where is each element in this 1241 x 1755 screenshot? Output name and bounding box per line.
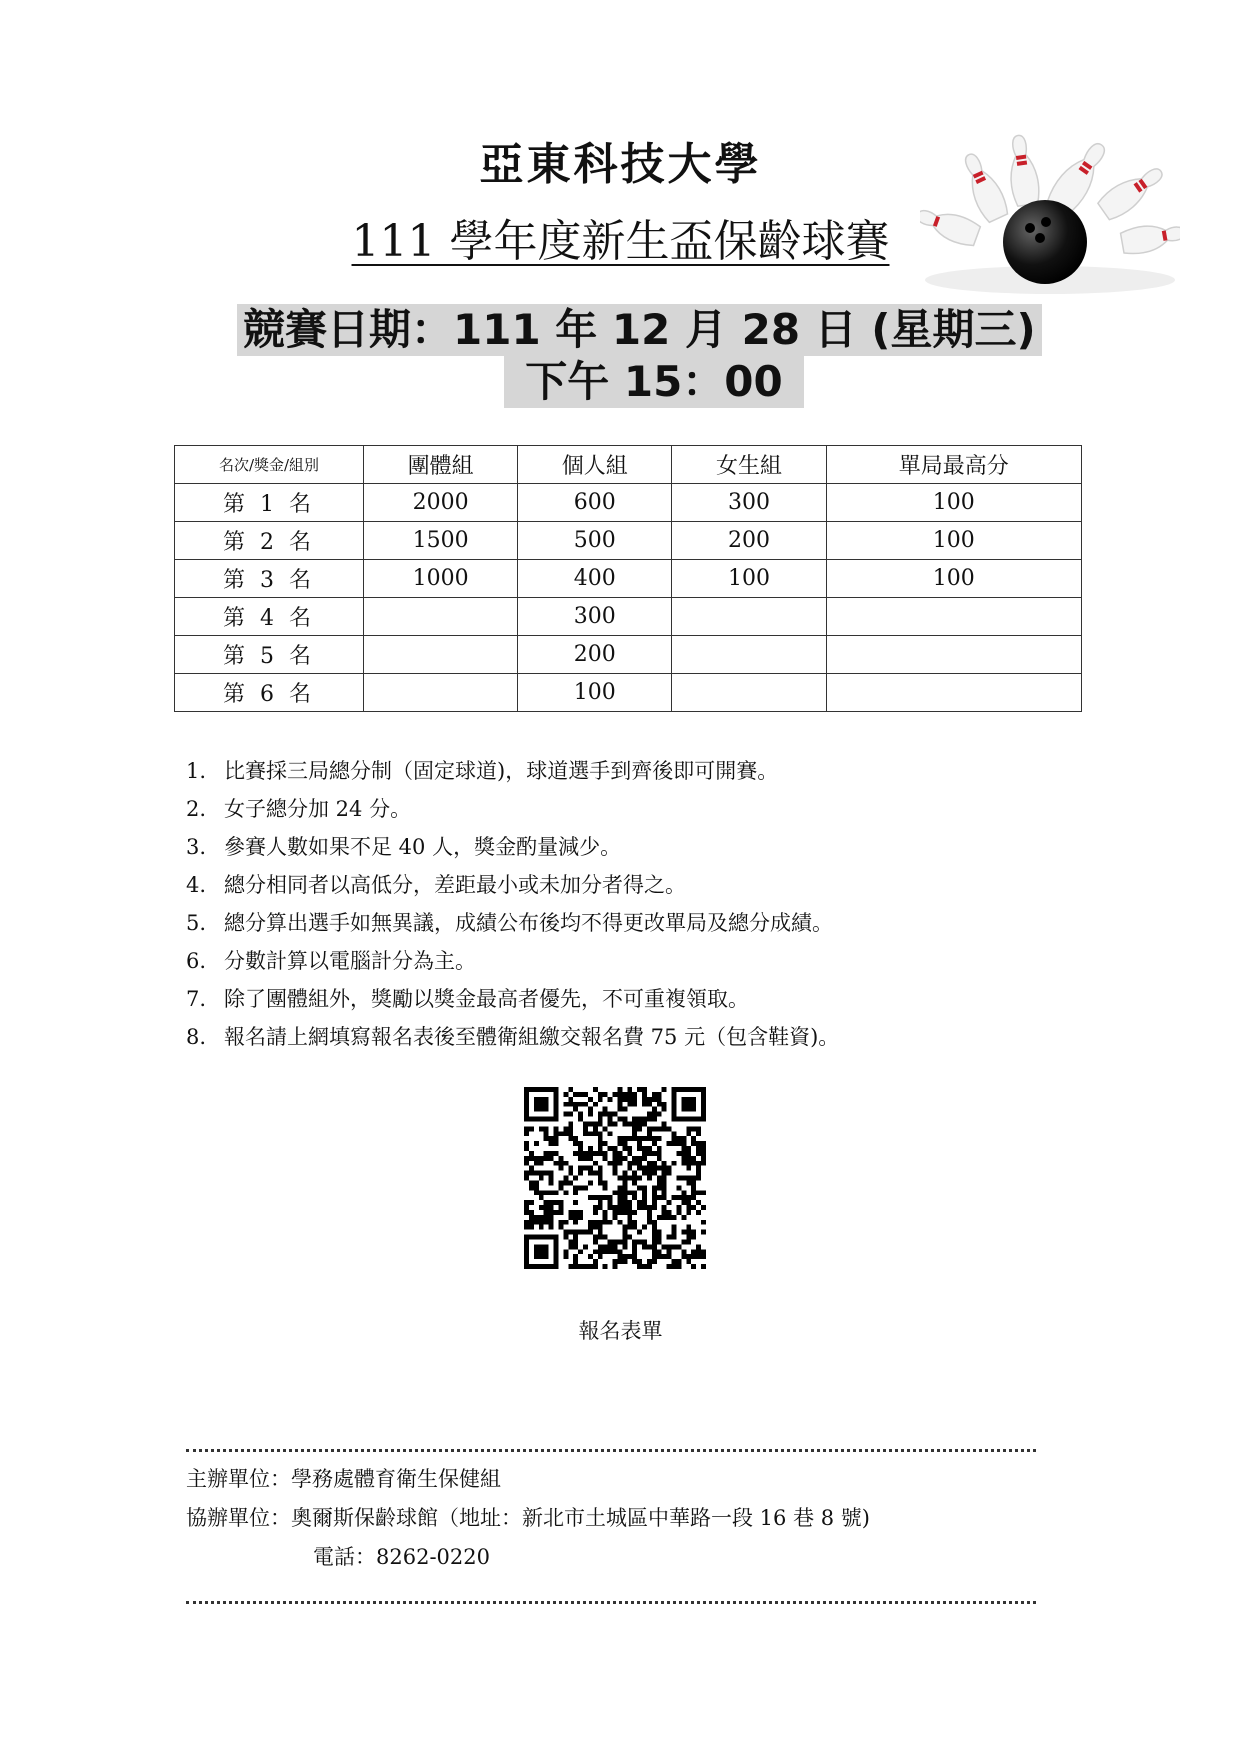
co-organizer: 協辦單位：奧爾斯保齡球館（地址：新北市土城區中華路一段 16 巷 8 號) — [186, 1506, 870, 1530]
rule-number: 5. — [186, 911, 207, 935]
column-header-high-game: 單局最高分 — [826, 446, 1081, 484]
list-item — [186, 942, 839, 980]
prize-table-header — [175, 446, 1082, 484]
list-item — [186, 752, 839, 790]
individual-prize-cell: 500 — [518, 522, 672, 560]
list-item — [186, 866, 839, 904]
list-item — [186, 790, 839, 828]
women-prize-cell: 200 — [672, 522, 826, 560]
rule-number: 2. — [186, 797, 207, 821]
high-game-prize-cell: 100 — [826, 560, 1081, 598]
column-header-rank: 名次/獎金/組別 — [175, 446, 364, 484]
high-game-prize-cell — [826, 636, 1081, 674]
event-title-text: 111 學年度新生盃保齡球賽 — [351, 216, 890, 267]
team-prize-cell: 1000 — [364, 560, 518, 598]
rank-cell: 第 5 名 — [175, 636, 364, 674]
team-prize-cell: 1500 — [364, 522, 518, 560]
rule-text: 總分相同者以高低分，差距最小或未加分者得之。 — [224, 873, 686, 897]
rank-cell: 第 3 名 — [175, 560, 364, 598]
rule-text: 除了團體組外，獎勵以獎金最高者優先，不可重複領取。 — [224, 987, 749, 1011]
organizer: 主辦單位：學務處體育衛生保健組 — [186, 1467, 501, 1491]
column-header-women: 女生組 — [672, 446, 826, 484]
rule-number: 3. — [186, 835, 207, 859]
rule-number: 6. — [186, 949, 207, 973]
rule-text: 女子總分加 24 分。 — [224, 797, 412, 821]
team-prize-cell — [364, 598, 518, 636]
team-prize-cell: 2000 — [364, 484, 518, 522]
women-prize-cell — [672, 598, 826, 636]
table-row — [175, 522, 1082, 560]
women-prize-cell — [672, 636, 826, 674]
individual-prize-cell: 600 — [518, 484, 672, 522]
rule-text: 分數計算以電腦計分為主。 — [224, 949, 476, 973]
list-item — [186, 904, 839, 942]
rank-cell: 第 6 名 — [175, 674, 364, 712]
divider — [186, 1449, 1036, 1452]
rule-number: 7. — [186, 987, 207, 1011]
high-game-prize-cell: 100 — [826, 484, 1081, 522]
registration-qr-code[interactable] — [524, 1087, 706, 1269]
rank-cell: 第 2 名 — [175, 522, 364, 560]
rank-cell: 第 4 名 — [175, 598, 364, 636]
individual-prize-cell: 300 — [518, 598, 672, 636]
rule-text: 比賽採三局總分制（固定球道)，球道選手到齊後即可開賽。 — [224, 759, 779, 783]
individual-prize-cell: 400 — [518, 560, 672, 598]
table-row — [175, 484, 1082, 522]
women-prize-cell: 300 — [672, 484, 826, 522]
women-prize-cell: 100 — [672, 560, 826, 598]
column-header-individual: 個人組 — [518, 446, 672, 484]
column-header-team: 團體組 — [364, 446, 518, 484]
women-prize-cell — [672, 674, 826, 712]
table-row — [175, 674, 1082, 712]
table-row — [175, 560, 1082, 598]
team-prize-cell — [364, 636, 518, 674]
table-row — [175, 636, 1082, 674]
bowling-pins-illustration — [920, 130, 1180, 300]
individual-prize-cell: 100 — [518, 674, 672, 712]
rule-number: 4. — [186, 873, 207, 897]
rule-number: 1. — [186, 759, 207, 783]
competition-time: 下午 15：00 — [504, 356, 804, 408]
qr-caption: 報名表單 — [578, 1319, 663, 1343]
school-name: 亞東科技大學 — [479, 139, 762, 190]
rule-text: 報名請上網填寫報名表後至體衛組繳交報名費 75 元（包含鞋資)。 — [224, 1025, 840, 1049]
divider — [186, 1601, 1036, 1604]
individual-prize-cell: 200 — [518, 636, 672, 674]
list-item — [186, 1018, 839, 1056]
table-row — [175, 598, 1082, 636]
list-item — [186, 980, 839, 1018]
high-game-prize-cell — [826, 598, 1081, 636]
rule-number: 8. — [186, 1025, 207, 1049]
list-item — [186, 828, 839, 866]
team-prize-cell — [364, 674, 518, 712]
prize-table — [174, 445, 1082, 712]
phone: 電話：8262-0220 — [313, 1545, 490, 1569]
high-game-prize-cell — [826, 674, 1081, 712]
rules-list — [186, 752, 839, 1056]
rule-text: 參賽人數如果不足 40 人，獎金酌量減少。 — [224, 835, 622, 859]
competition-date: 競賽日期：111 年 12 月 28 日 (星期三) — [237, 304, 1042, 356]
rule-text: 總分算出選手如無異議，成績公布後均不得更改單局及總分成績。 — [224, 911, 833, 935]
high-game-prize-cell: 100 — [826, 522, 1081, 560]
rank-cell: 第 1 名 — [175, 484, 364, 522]
